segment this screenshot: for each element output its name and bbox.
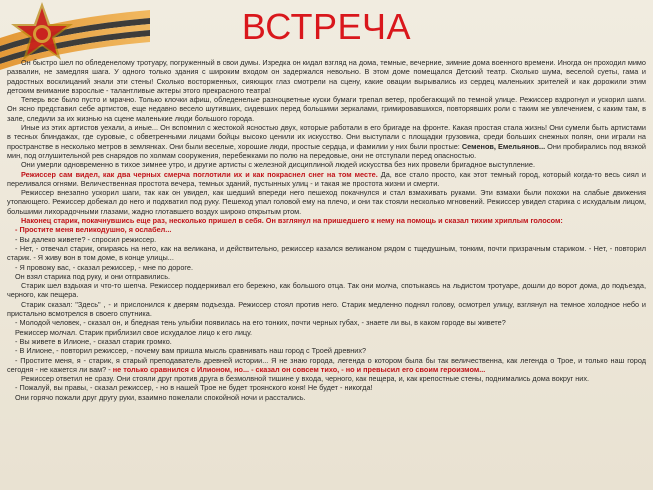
text-segment: Да, все стало просто, как этот темный город, который когда-то весь сиял и переливался огнями. Величественная простота вечера, темных зданий, пустынных улиц - и такая же простота жизни и смерти.: [7, 169, 646, 188]
paragraph: [7, 300, 646, 319]
text-segment: - Нет, - отвечал старик, опираясь на него, как на великана, и действительно, режиссер казался великаном рядом с тщедушным, тонким, почти призрачным стариком. - Нет, - повторил старик. - Я живу вон в том доме, в конце улицы...: [7, 243, 646, 263]
page-title: ВСТРЕЧА: [241, 6, 412, 47]
paragraph: [7, 393, 646, 402]
paragraph: [7, 281, 646, 300]
text-segment: Иные из этих артистов уехали, а иные... Он вспомнил с жестокой ясностью двух, которые работали в его бригаде на фронте. Какая простая стала жизнь! Они сумели быть артистами в тесных блиндажах, где суровые, с обветренными лицами бойцы высоко ценили их искусство. Они выступали с площадки грузовика, среди больших снежных полян, они играли на пространстве в несколько метров в землянках. Они были веселые, хорошие люди, простые сердца, и фамилии у них были простые:: [7, 123, 646, 151]
text-segment: - Простите меня, я - старик, я старый преподаватель древней истории... Я не знаю города, легенда о котором была бы так величественна, как легенда о Трое, и только наш город сегодня - не кажется ли вам? -: [7, 355, 646, 374]
paragraph: [7, 356, 646, 375]
bold-text: Семенов, Емельянов...: [461, 141, 546, 151]
text-segment: - Вы живете в Илионе, - сказал старик громко.: [15, 336, 172, 346]
highlighted-text: Режиссер сам видел, как два черных смерча поглотили их и как покраснел снег на том месте.: [21, 169, 378, 179]
paragraph: [7, 272, 646, 281]
highlighted-text: - Простите меня великодушно, я ослабел...: [15, 225, 172, 235]
paragraph: [7, 170, 646, 189]
paragraph: [7, 235, 646, 244]
paragraph: [7, 346, 646, 355]
text-segment: Они умерли одновременно в тихое зимнее утро, и другие артисты с железной дисциплиной людей искусства без них провели бригадное выступление.: [21, 160, 535, 170]
text-segment: - Вы далеко живете? - спросил режиссер.: [15, 234, 157, 244]
text-segment: Они горячо пожали друг другу руки, взаимно пожелали спокойной ночи и расстались.: [15, 392, 306, 402]
text-segment: Старик шел вздыхая и что-то шепча. Режиссер поддерживал его бережно, как большого отца. Так они молча, спотыкаясь на льдистом тротуаре, дошли до ворот дома, до подъезда, черного, как пещера.: [7, 281, 646, 300]
highlighted-text: Наконец старик, покачнувшись еще раз, несколько пришел в себя. Он взглянул на пришедшего к нему на помощь и сказал тихим хриплым голосом:: [21, 216, 563, 226]
paragraph: [7, 58, 646, 95]
paragraph: [7, 123, 646, 160]
paragraph: [7, 374, 646, 383]
paragraph: [7, 263, 646, 272]
text-segment: Режиссер ответил не сразу. Они стояли друг против друга в безмолвной тишине у входа, черного, как пещера, и, как крепостные стены, поднимались дома вокруг них.: [21, 374, 589, 384]
paragraph: [7, 318, 646, 327]
text-segment: Старик сказал: "Здесь" , - и прислонился к дверям подъезда. Режиссер стоял против него. Старик медленно поднял голову, осмотрел улицу, взглянул на темное холодное небо и пристально всмотрелся в своего спутника.: [7, 299, 646, 319]
text-segment: Они пробирались под вязкой мин, под оглушительной рев снарядов по холмам сооружения, перебежками по полю на передовые, они не отступали перед опасностью.: [7, 141, 646, 160]
text-segment: Режиссер внезапно ускорил шаги, так как он увидел, как шедший впереди него пешеход покачнулся и стал взмахивать руками. Эти взмахи были похожи на слабые движения утопающего. Режиссер добежал до него и подхватил под руку. Пешеход упал головой ему на плечо, и они так стояли несколько мгновений. Режиссер увидел старика с исхудалым лицом, большими лихорадочными глазами, жадно глотавшего воздух широко открытым ртом.: [7, 188, 646, 216]
text-segment: Он взял старика под руку, и они отправились.: [15, 271, 171, 281]
text-segment: Теперь все было пусто и мрачно. Только клочки афиш, обледенелые разноцветные куски бумаги трепал ветер, пробегающий по темной улице. Режиссер вздрогнул и ускорил шаги. Он ясно представил себе артистов, еще недавно весело шутивших, сидевших перед большими зеркалами, гримировавшихся, повторявших роли с таким же увлечением, с каким там, в зале, следили за их жизнью на сцене маленькие люди большого города.: [7, 95, 646, 123]
paragraph: [7, 216, 646, 225]
text-segment: Он быстро шел по обледенелому тротуару, погруженный в свои думы. Изредка он кидал взгляд на дома, темные, вечерние, зимние дома военного времени. Иногда он проходил мимо развалин, не замедляя шага. У одного только здания с широким входом он задержался невольно. В этом доме помещался Детский театр. Сколько шума, веселой суеты, гама и радостных восклицаний знали эти стены! Сколько восторженных, сияющих глаз смотрели на сцену, какие овации вырывались из сердец маленьких зрителей и как дорожили этим детским внимание взрослые - талантливые актеры этого прекрасного театра!: [7, 58, 646, 95]
paragraph: [7, 188, 646, 216]
paragraph: [7, 337, 646, 346]
paragraph: [7, 95, 646, 123]
story-text: [7, 58, 646, 488]
text-segment: - Пожалуй, вы правы, - сказал режиссер, - но в нашей Трое не будет троянского коня! Не будет - никогда!: [15, 383, 373, 393]
text-segment: - Молодой человек, - сказал он, и бледная тень улыбки появилась на его тонких, почти черных губах, - знаете ли вы, в каком городе вы живете?: [15, 318, 506, 328]
highlighted-text: не только сравнился с Илионом, но... - сказал он совсем тихо, - но и превысил его своим героизмом...: [112, 364, 486, 374]
paragraph: [7, 160, 646, 169]
paragraph: [7, 328, 646, 337]
paragraph: [7, 244, 646, 263]
text-segment: - В Илионе, - повторил режиссер, - почему вам пришла мысль сравнивать наш город с Троей древних?: [15, 346, 367, 356]
paragraph: [7, 225, 646, 234]
text-segment: Режиссер молчал. Старик приблизил свое исхудалое лицо к его лицу.: [15, 327, 253, 337]
text-segment: - Я провожу вас, - сказал режиссер, - мне по дороге.: [15, 262, 194, 272]
paragraph: [7, 383, 646, 392]
